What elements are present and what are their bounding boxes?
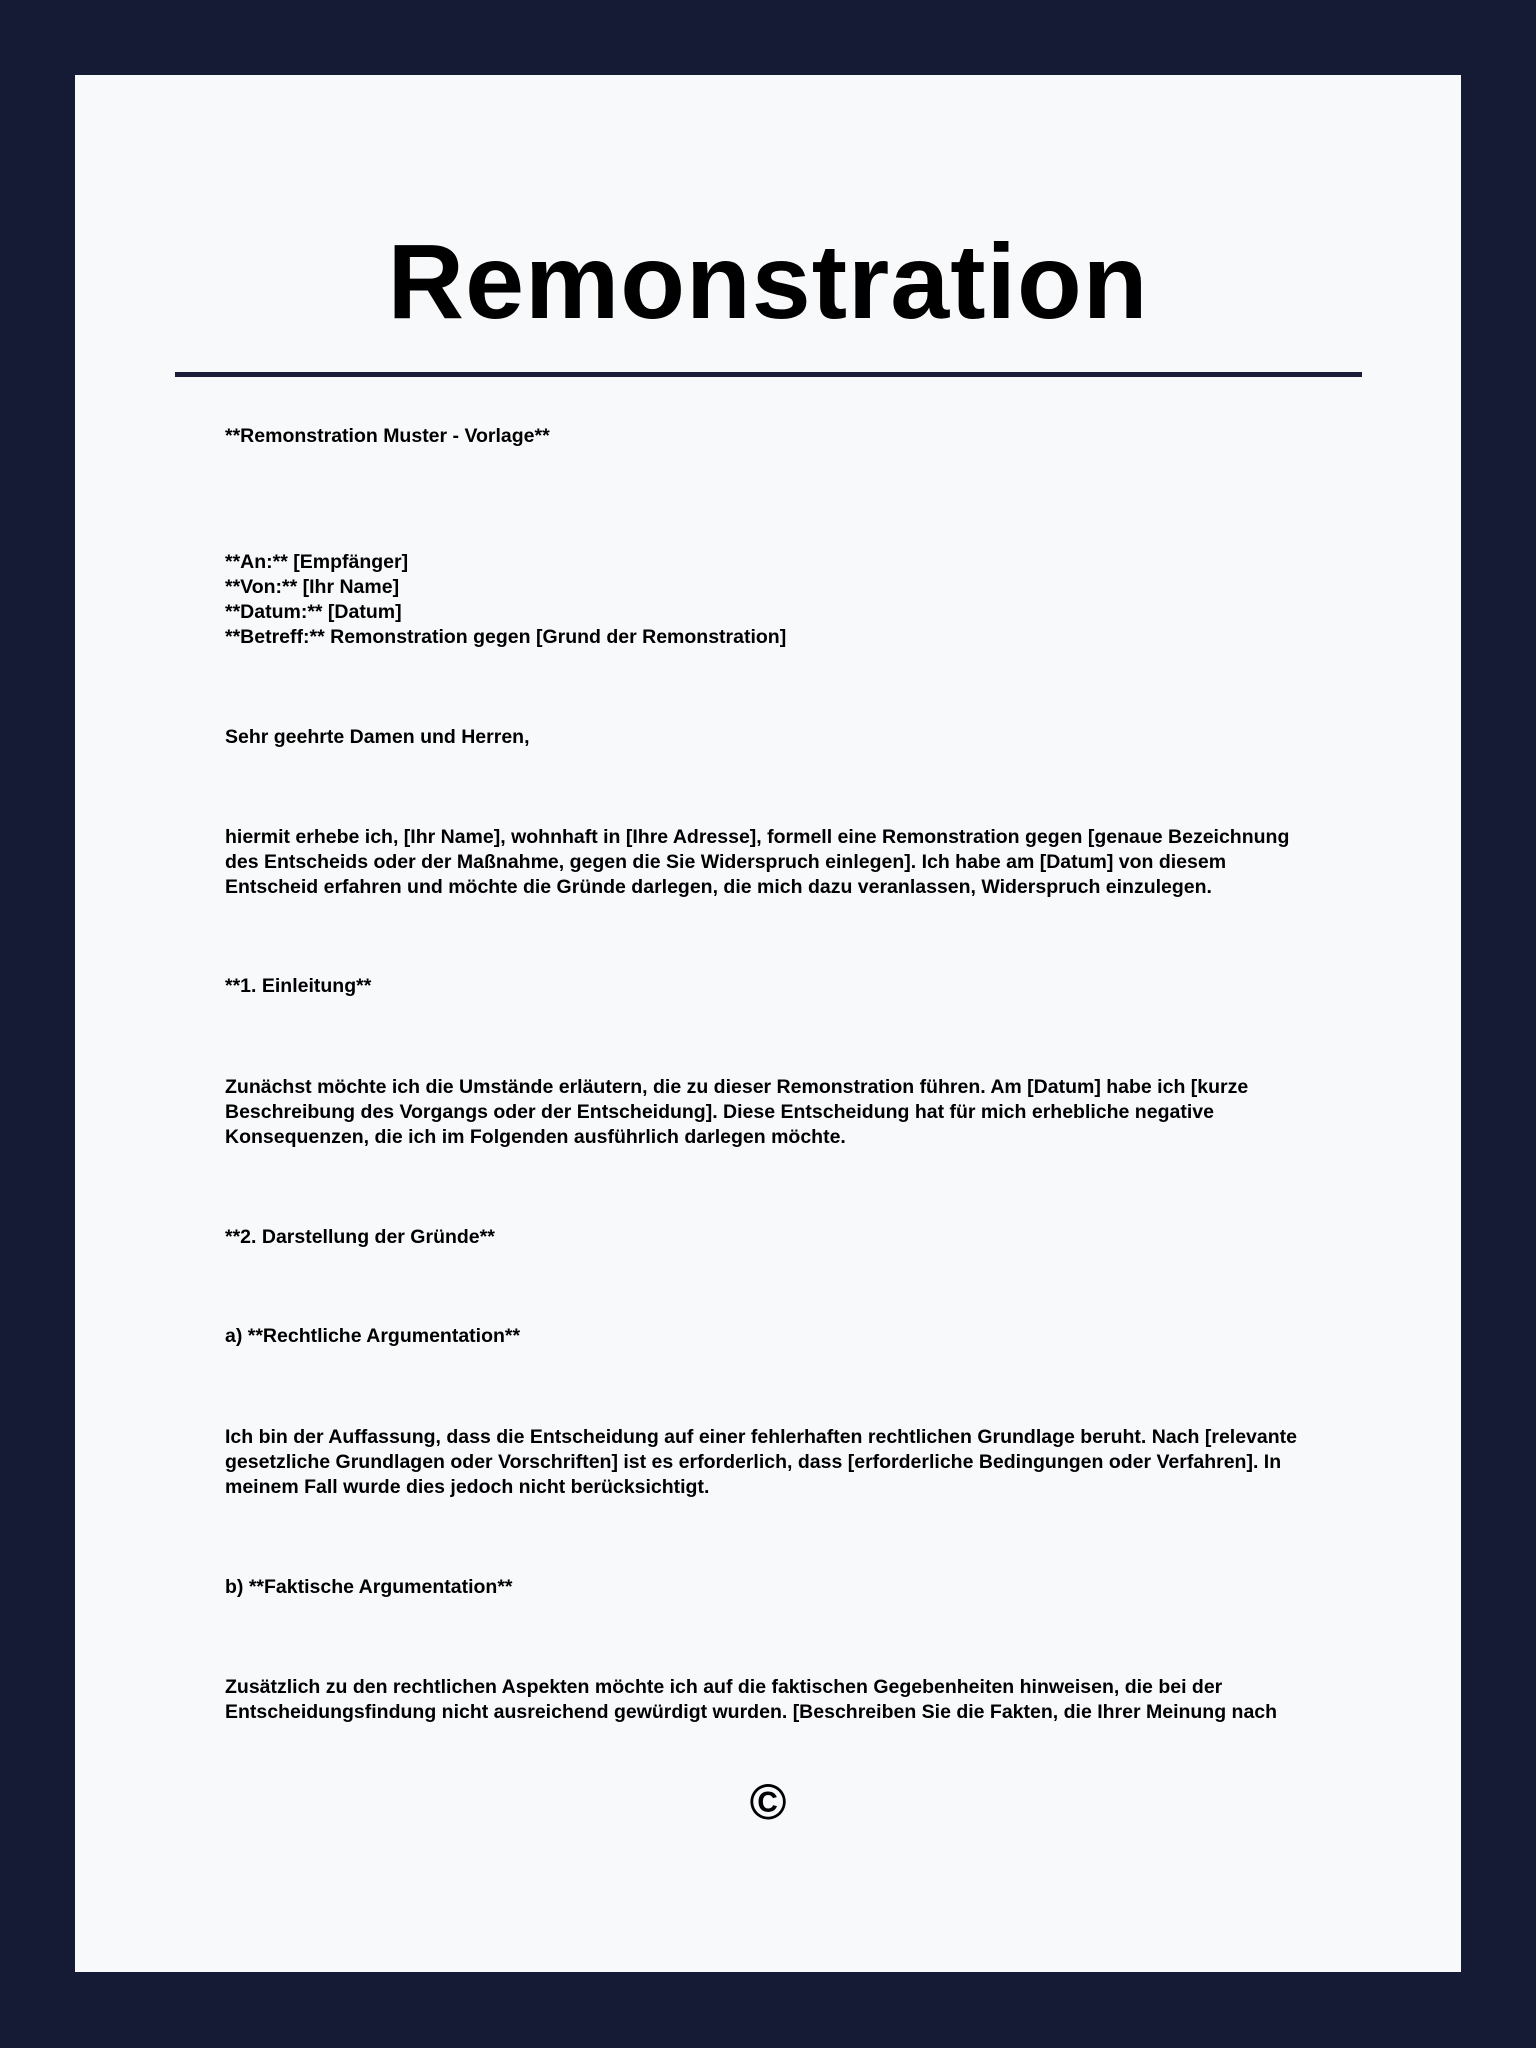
header-subject: **Betreff:** Remonstration gegen [Grund der Remonstration] [225, 626, 787, 648]
text-line: **1. Einleitung** [225, 975, 372, 997]
text-line: **Remonstration Muster - Vorlage** [225, 425, 550, 447]
text-line: des Entscheids oder der Maßnahme, gegen die Sie Widerspruch einlegen]. Ich habe am [Datum] von diesem [225, 851, 1227, 873]
text-line: Beschreibung des Vorgangs oder der Entscheidung]. Diese Entscheidung hat für mich erhebliche negative [225, 1101, 1214, 1123]
page-title: Remonstration [387, 223, 1149, 341]
text-line: hiermit erhebe ich, [Ihr Name], wohnhaft in [Ihre Adresse], formell eine Remonstration gegen [genaue Bezeichnung [225, 826, 1290, 848]
text-line: Zusätzlich zu den rechtlichen Aspekten möchte ich auf die faktischen Gegebenheiten hinweisen, die bei der [225, 1676, 1223, 1698]
letter-header [225, 550, 1355, 650]
title-divider [175, 372, 1362, 377]
sub-b-paragraph [225, 1675, 1355, 1725]
text-line: gesetzliche Grundlagen oder Vorschriften] ist es erforderlich, dass [erforderliche Bedingungen oder Verfahren]. In [225, 1451, 1282, 1473]
section1-heading [225, 974, 1355, 999]
sub-b-heading [225, 1575, 1355, 1600]
header-from: **Von:** [Ihr Name] [225, 576, 400, 598]
text-line: Zunächst möchte ich die Umstände erläutern, die zu dieser Remonstration führen. Am [Datum] habe ich [kurze [225, 1076, 1249, 1098]
header-date: **Datum:** [Datum] [225, 601, 402, 623]
text-line: meinem Fall wurde dies jedoch nicht berücksichtigt. [225, 1476, 710, 1498]
sub-a-paragraph [225, 1425, 1355, 1500]
text-line: **2. Darstellung der Gründe** [225, 1226, 495, 1248]
text-line: Konsequenzen, die ich im Folgenden ausführlich darlegen möchte. [225, 1126, 846, 1148]
section1-paragraph [225, 1075, 1355, 1150]
section2-heading [225, 1225, 1355, 1250]
text-line: Sehr geehrte Damen und Herren, [225, 726, 530, 748]
document-subtitle [225, 424, 1355, 449]
sub-a-heading [225, 1324, 1355, 1349]
text-line: a) **Rechtliche Argumentation** [225, 1325, 521, 1347]
text-line: Ich bin der Auffassung, dass die Entscheidung auf einer fehlerhaften rechtlichen Grundlage beruht. Nach [relevante [225, 1426, 1297, 1448]
greeting [225, 725, 1355, 750]
text-line: b) **Faktische Argumentation** [225, 1576, 513, 1598]
text-line: Entscheidungsfindung nicht ausreichend gewürdigt wurden. [Beschreiben Sie die Fakten, die Ihrer Meinung nach [225, 1701, 1278, 1723]
header-to: **An:** [Empfänger] [225, 551, 409, 573]
copyright-icon: © [749, 1774, 787, 1830]
intro-paragraph [225, 825, 1355, 900]
text-line: Entscheid erfahren und möchte die Gründe darlegen, die mich dazu veranlassen, Widerspruch einzulegen. [225, 876, 1212, 898]
